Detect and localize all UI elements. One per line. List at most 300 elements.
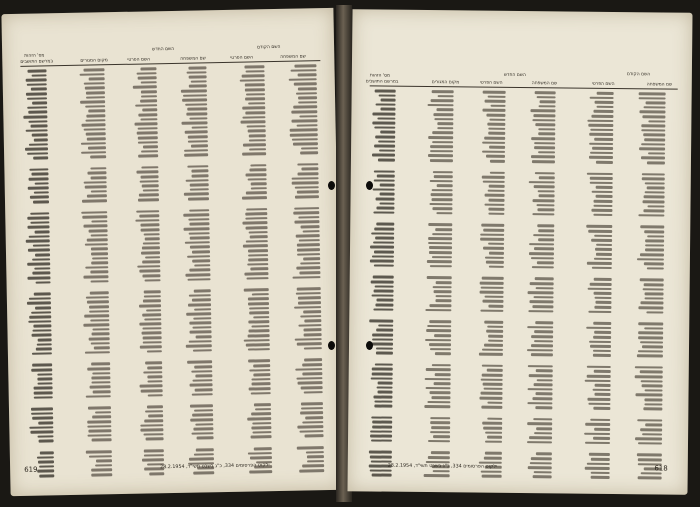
name-cell bbox=[481, 406, 502, 409]
id-number-cell bbox=[34, 391, 53, 394]
name-cell bbox=[430, 431, 450, 434]
name-cell bbox=[530, 282, 554, 285]
name-cell bbox=[534, 383, 553, 386]
name-cell bbox=[594, 292, 612, 295]
name-cell bbox=[140, 99, 157, 102]
id-number-cell bbox=[27, 69, 46, 72]
name-cell bbox=[539, 100, 555, 103]
name-cell bbox=[531, 109, 556, 112]
name-cell bbox=[142, 260, 160, 263]
name-cell bbox=[488, 339, 503, 342]
name-cell bbox=[140, 424, 163, 427]
name-cell bbox=[639, 92, 666, 95]
name-cell bbox=[95, 464, 113, 467]
name-cell bbox=[481, 374, 502, 377]
name-cell bbox=[185, 241, 210, 244]
name-cell bbox=[435, 352, 451, 355]
name-cell bbox=[184, 149, 208, 152]
name-cell bbox=[431, 364, 450, 367]
name-cell bbox=[489, 118, 505, 121]
name-cell bbox=[245, 84, 265, 87]
name-cell bbox=[304, 333, 322, 336]
name-cell bbox=[537, 96, 556, 99]
id-number-cell bbox=[28, 249, 50, 252]
name-cell bbox=[94, 346, 110, 349]
name-cell bbox=[430, 180, 453, 183]
name-cell bbox=[303, 230, 320, 233]
name-cell bbox=[432, 131, 453, 134]
name-cell bbox=[429, 251, 452, 254]
name-cell bbox=[245, 111, 265, 114]
name-cell bbox=[432, 256, 452, 259]
name-cell bbox=[244, 339, 270, 342]
name-cell bbox=[133, 86, 157, 89]
name-cell bbox=[638, 332, 663, 335]
name-cell bbox=[479, 353, 503, 356]
name-cell bbox=[143, 189, 159, 192]
name-cell bbox=[589, 156, 613, 159]
id-number-cell bbox=[24, 115, 48, 118]
name-cell bbox=[248, 297, 269, 300]
binding-hole bbox=[328, 181, 335, 190]
id-number-cell bbox=[370, 455, 392, 458]
name-cell bbox=[531, 457, 552, 460]
name-cell bbox=[250, 307, 270, 310]
name-cell bbox=[430, 145, 453, 148]
name-cell bbox=[84, 323, 110, 326]
id-number-cell bbox=[29, 120, 48, 123]
name-cell bbox=[294, 83, 317, 86]
id-number-cell bbox=[373, 290, 393, 293]
id-number-cell bbox=[38, 470, 55, 473]
name-cell bbox=[489, 132, 506, 135]
name-cell bbox=[587, 398, 610, 401]
name-cell bbox=[587, 225, 613, 228]
name-cell bbox=[590, 181, 613, 184]
name-cell bbox=[638, 336, 663, 339]
name-cell bbox=[428, 136, 453, 139]
name-cell bbox=[305, 416, 323, 419]
open-gazette-booklet bbox=[6, 5, 696, 502]
name-cell bbox=[539, 176, 555, 179]
name-cell bbox=[484, 344, 503, 347]
name-cell bbox=[182, 121, 208, 124]
name-cell bbox=[433, 113, 453, 116]
name-cell bbox=[302, 464, 324, 467]
name-cell bbox=[482, 422, 502, 425]
name-cell bbox=[590, 133, 614, 136]
id-number-cell bbox=[376, 207, 394, 210]
name-cell bbox=[244, 272, 268, 275]
name-cell bbox=[140, 224, 159, 227]
name-cell bbox=[190, 404, 213, 407]
name-cell bbox=[92, 372, 110, 375]
name-cell bbox=[192, 299, 211, 302]
name-cell bbox=[187, 71, 207, 74]
name-cell bbox=[140, 118, 157, 121]
id-number-cell bbox=[376, 352, 393, 355]
id-number-cell bbox=[39, 421, 54, 424]
name-cell bbox=[189, 85, 207, 88]
name-cell bbox=[141, 251, 160, 254]
name-cell bbox=[638, 306, 663, 309]
name-cell bbox=[141, 389, 163, 392]
name-cell bbox=[194, 409, 213, 412]
name-cell bbox=[646, 267, 664, 270]
id-number-cell bbox=[26, 79, 47, 82]
left-folio: 619 bbox=[24, 465, 38, 474]
name-cell bbox=[143, 233, 159, 236]
name-cell bbox=[194, 453, 214, 456]
name-cell bbox=[246, 70, 265, 73]
name-cell bbox=[427, 260, 452, 263]
name-cell bbox=[190, 188, 209, 191]
name-cell bbox=[293, 142, 318, 145]
name-cell bbox=[190, 246, 210, 249]
name-cell bbox=[644, 327, 663, 330]
name-cell bbox=[535, 91, 556, 94]
name-cell bbox=[183, 213, 209, 216]
name-cell bbox=[250, 267, 268, 270]
name-cell bbox=[89, 337, 110, 340]
name-cell bbox=[301, 402, 323, 405]
name-cell bbox=[147, 375, 162, 378]
name-cell bbox=[434, 175, 453, 178]
name-cell bbox=[145, 362, 162, 365]
name-cell bbox=[429, 246, 452, 249]
name-cell bbox=[645, 240, 664, 243]
name-cell bbox=[187, 140, 208, 143]
name-cell bbox=[144, 295, 161, 298]
name-cell bbox=[141, 150, 158, 153]
name-cell bbox=[537, 190, 554, 193]
name-cell bbox=[428, 237, 452, 240]
name-cell bbox=[436, 299, 452, 302]
name-cell bbox=[527, 422, 552, 425]
name-cell bbox=[146, 438, 164, 441]
name-cell bbox=[532, 305, 553, 308]
name-cell bbox=[482, 109, 505, 112]
name-cell bbox=[478, 461, 501, 464]
name-cell bbox=[640, 279, 664, 282]
name-cell bbox=[424, 474, 450, 477]
name-cell bbox=[181, 89, 207, 92]
name-cell bbox=[298, 73, 317, 76]
name-cell bbox=[194, 264, 210, 267]
name-cell bbox=[641, 173, 664, 176]
name-cell bbox=[428, 440, 450, 443]
name-cell bbox=[296, 377, 322, 380]
name-cell bbox=[143, 145, 158, 148]
name-cell bbox=[188, 165, 209, 168]
name-cell bbox=[192, 174, 209, 177]
name-cell bbox=[528, 291, 554, 294]
name-cell bbox=[90, 234, 107, 237]
name-cell bbox=[85, 243, 108, 246]
name-cell bbox=[88, 77, 104, 80]
id-number-cell bbox=[380, 99, 395, 102]
id-number-cell bbox=[28, 226, 50, 229]
name-cell bbox=[249, 148, 266, 151]
name-cell bbox=[637, 454, 662, 457]
name-cell bbox=[146, 309, 161, 312]
name-cell bbox=[191, 80, 207, 83]
name-cell bbox=[299, 324, 322, 327]
id-number-cell bbox=[379, 202, 394, 205]
name-cell bbox=[433, 290, 451, 293]
id-number-cell bbox=[372, 425, 392, 428]
name-cell bbox=[138, 136, 158, 139]
name-cell bbox=[195, 374, 212, 377]
name-cell bbox=[533, 119, 556, 122]
name-cell bbox=[482, 141, 505, 144]
name-cell bbox=[297, 342, 322, 345]
right-page bbox=[347, 9, 692, 495]
name-cell bbox=[487, 95, 505, 98]
name-cell bbox=[248, 254, 268, 257]
name-cell bbox=[480, 309, 503, 312]
name-cell bbox=[535, 406, 552, 409]
name-cell bbox=[435, 373, 451, 376]
name-cell bbox=[88, 406, 111, 409]
name-cell bbox=[187, 112, 208, 115]
name-cell bbox=[488, 185, 504, 188]
name-cell bbox=[432, 207, 452, 210]
name-cell bbox=[189, 184, 208, 187]
id-number-cell bbox=[375, 303, 393, 306]
name-cell bbox=[528, 388, 553, 391]
id-number-cell bbox=[371, 474, 391, 477]
id-number-cell bbox=[26, 129, 48, 132]
name-cell bbox=[80, 100, 105, 103]
name-cell bbox=[485, 256, 504, 259]
name-cell bbox=[247, 452, 271, 455]
name-cell bbox=[425, 378, 451, 381]
name-cell bbox=[481, 392, 503, 395]
name-cell bbox=[142, 184, 159, 187]
id-number-cell bbox=[27, 152, 48, 155]
id-number-cell bbox=[27, 106, 47, 109]
name-cell bbox=[136, 210, 159, 213]
name-cell bbox=[307, 460, 324, 463]
id-number-cell bbox=[31, 408, 53, 411]
name-cell bbox=[532, 266, 554, 269]
name-cell bbox=[88, 434, 112, 437]
name-cell bbox=[481, 470, 502, 473]
name-cell bbox=[242, 74, 265, 77]
col-header-new-surname: שם המשפחה bbox=[531, 81, 558, 87]
name-cell bbox=[532, 213, 554, 216]
name-cell bbox=[141, 67, 157, 70]
id-number-cell bbox=[375, 363, 393, 366]
name-cell bbox=[429, 348, 450, 351]
name-cell bbox=[302, 421, 323, 424]
id-number-cell bbox=[374, 250, 394, 253]
id-number-cell bbox=[378, 324, 393, 327]
name-cell bbox=[246, 208, 267, 211]
name-cell bbox=[429, 320, 451, 323]
col-header-id: מס' הזהות bbox=[369, 73, 391, 79]
name-cell bbox=[246, 173, 267, 176]
name-cell bbox=[143, 290, 161, 293]
name-cell bbox=[587, 172, 613, 175]
name-cell bbox=[645, 101, 665, 104]
name-cell bbox=[145, 419, 164, 422]
name-cell bbox=[529, 181, 555, 184]
name-cell bbox=[430, 391, 451, 394]
name-cell bbox=[140, 214, 160, 217]
name-cell bbox=[487, 369, 503, 372]
name-cell bbox=[645, 249, 664, 252]
id-number-cell bbox=[374, 396, 393, 399]
name-cell bbox=[426, 368, 451, 371]
name-cell bbox=[537, 261, 554, 264]
name-cell bbox=[187, 108, 207, 111]
name-cell bbox=[242, 152, 266, 155]
id-number-cell bbox=[35, 306, 51, 309]
name-cell bbox=[142, 109, 157, 112]
name-cell bbox=[647, 205, 664, 208]
name-cell bbox=[531, 344, 553, 347]
id-number-cell bbox=[372, 154, 395, 157]
name-cell bbox=[247, 178, 266, 181]
binding-hole bbox=[366, 181, 373, 190]
name-cell bbox=[536, 427, 552, 430]
id-number-cell bbox=[34, 292, 51, 295]
name-cell bbox=[484, 203, 504, 206]
name-cell bbox=[92, 390, 110, 393]
name-cell bbox=[591, 458, 610, 461]
name-cell bbox=[590, 96, 614, 99]
name-cell bbox=[253, 364, 270, 367]
name-cell bbox=[183, 94, 207, 97]
name-cell bbox=[92, 328, 109, 331]
name-cell bbox=[249, 169, 266, 172]
name-cell bbox=[648, 152, 665, 155]
name-cell bbox=[488, 199, 504, 202]
id-number-cell bbox=[374, 264, 394, 267]
name-cell bbox=[251, 435, 272, 438]
name-cell bbox=[83, 68, 104, 71]
name-cell bbox=[644, 292, 663, 295]
name-cell bbox=[139, 194, 159, 197]
id-number-cell bbox=[373, 179, 394, 182]
name-cell bbox=[528, 310, 553, 313]
name-cell bbox=[587, 366, 611, 369]
name-cell bbox=[246, 93, 265, 96]
col-header-old-name: השם הקודם bbox=[626, 72, 651, 78]
name-cell bbox=[535, 393, 552, 396]
name-cell bbox=[249, 311, 269, 314]
name-cell bbox=[140, 385, 163, 388]
name-cell bbox=[290, 133, 318, 136]
name-cell bbox=[484, 387, 503, 390]
col-header-new-surname: שם המשפחה bbox=[180, 56, 206, 62]
name-cell bbox=[640, 226, 664, 229]
name-cell bbox=[482, 277, 504, 280]
id-number-cell bbox=[27, 97, 47, 100]
name-cell bbox=[88, 229, 107, 232]
name-cell bbox=[527, 349, 553, 352]
name-cell bbox=[249, 369, 270, 372]
name-cell bbox=[89, 429, 112, 432]
name-cell bbox=[144, 433, 164, 436]
name-cell bbox=[480, 291, 504, 294]
name-cell bbox=[291, 119, 317, 122]
name-cell bbox=[432, 141, 453, 144]
id-number-cell bbox=[374, 145, 395, 148]
name-cell bbox=[593, 354, 611, 357]
name-cell bbox=[489, 252, 504, 255]
name-cell bbox=[139, 345, 162, 348]
name-cell bbox=[593, 336, 611, 339]
name-cell bbox=[489, 171, 504, 174]
name-cell bbox=[594, 204, 613, 207]
name-cell bbox=[593, 349, 611, 352]
name-cell bbox=[191, 370, 212, 373]
name-cell bbox=[531, 137, 555, 140]
name-cell bbox=[595, 195, 612, 198]
name-cell bbox=[187, 278, 210, 281]
name-cell bbox=[189, 117, 207, 120]
id-number-cell bbox=[27, 262, 50, 265]
name-cell bbox=[300, 469, 325, 472]
name-cell bbox=[485, 194, 505, 197]
id-number-cell bbox=[379, 184, 394, 187]
name-cell bbox=[86, 296, 109, 299]
col-header-id: מס' הזהות bbox=[24, 53, 45, 59]
name-cell bbox=[293, 276, 321, 279]
name-cell bbox=[298, 296, 321, 299]
name-cell bbox=[295, 195, 319, 198]
name-cell bbox=[430, 99, 453, 102]
name-cell bbox=[84, 314, 109, 317]
id-number-cell bbox=[30, 212, 49, 215]
name-cell bbox=[645, 389, 663, 392]
name-cell bbox=[530, 300, 554, 303]
name-cell bbox=[434, 334, 451, 337]
name-cell bbox=[534, 248, 554, 251]
id-number-cell bbox=[26, 92, 47, 95]
name-cell bbox=[136, 219, 160, 222]
name-cell bbox=[86, 91, 105, 94]
id-number-cell bbox=[372, 294, 394, 297]
id-number-cell bbox=[369, 451, 392, 454]
name-cell bbox=[184, 227, 210, 230]
name-cell bbox=[534, 471, 552, 474]
name-cell bbox=[304, 329, 322, 332]
name-cell bbox=[639, 322, 664, 325]
name-cell bbox=[488, 123, 506, 126]
name-cell bbox=[585, 467, 610, 470]
name-cell bbox=[190, 236, 210, 239]
id-number-cell bbox=[371, 435, 393, 438]
name-cell bbox=[91, 439, 111, 442]
name-cell bbox=[189, 223, 209, 226]
name-cell bbox=[193, 326, 212, 329]
name-cell bbox=[533, 185, 554, 188]
name-cell bbox=[141, 428, 164, 431]
name-cell bbox=[482, 300, 503, 303]
name-cell bbox=[85, 105, 105, 108]
name-cell bbox=[300, 151, 318, 154]
name-cell bbox=[482, 176, 505, 179]
name-cell bbox=[589, 142, 613, 145]
id-number-cell bbox=[29, 235, 50, 238]
name-cell bbox=[302, 372, 323, 375]
name-cell bbox=[193, 317, 211, 320]
name-cell bbox=[642, 177, 665, 180]
